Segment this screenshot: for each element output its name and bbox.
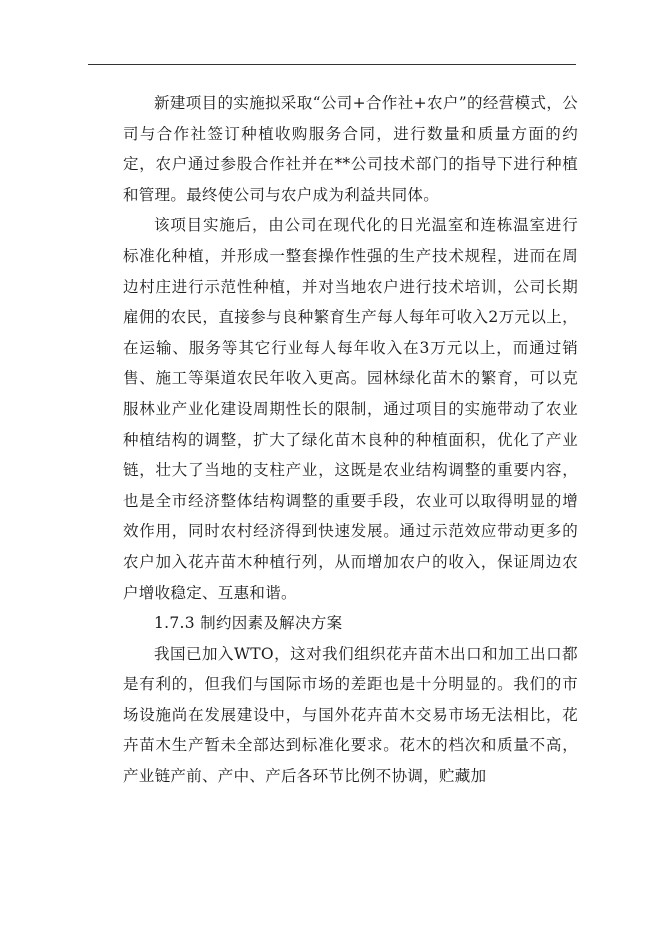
header-rule	[88, 64, 576, 65]
paragraph-implementation-benefits: 该项目实施后，由公司在现代化的日光温室和连栋温室进行标准化种植，并形成一整套操作性强的生产技术规程，进而在周边村庄进行示范性种植，并对当地农户进行技术培训，公司长期雇佣的农民，直接参与良种繁育生产每人每年可收入2万元以上，在运输、服务等其它行业每人每年收入在3万元以上，而通过销售、施工等渠道农民年收入更高。园林绿化苗木的繁育，可以克服林业产业化建设周期性长的限制，通过项目的实施带动了农业种植结构的调整，扩大了绿化苗木良种的种植面积，优化了产业链，壮大了当地的支柱产业，这既是农业结构调整的重要内容，也是全市经济整体结构调整的重要手段，农业可以取得明显的增效作用，同时农村经济得到快速发展。通过示范效应带动更多的农户加入花卉苗木种植行列，从而增加农户的收入，保证周边农户增收稳定、互惠和谐。	[123, 216, 578, 602]
paragraph-constraints: 我国已加入WTO，这对我们组织花卉苗木出口和加工出口都是有利的，但我们与国际市场的差距也是十分明显的。我们的市场设施尚在发展建设中，与国外花卉苗木交易市场无法相比，花卉苗木生产暂未全部达到标准化要求。花木的档次和质量不高，产业链产前、产中、产后各环节比例不协调，贮藏加	[123, 644, 578, 786]
paragraph-business-model: 新建项目的实施拟采取“公司+合作社+农户”的经营模式，公司与合作社签订种植收购服务合同，进行数量和质量方面的约定，农户通过参股合作社并在**公司技术部门的指导下进行种植和管理。最终使公司与农户成为利益共同体。	[123, 94, 578, 204]
section-heading: 1.7.3 制约因素及解决方案	[154, 614, 343, 633]
body-text	[123, 88, 578, 792]
